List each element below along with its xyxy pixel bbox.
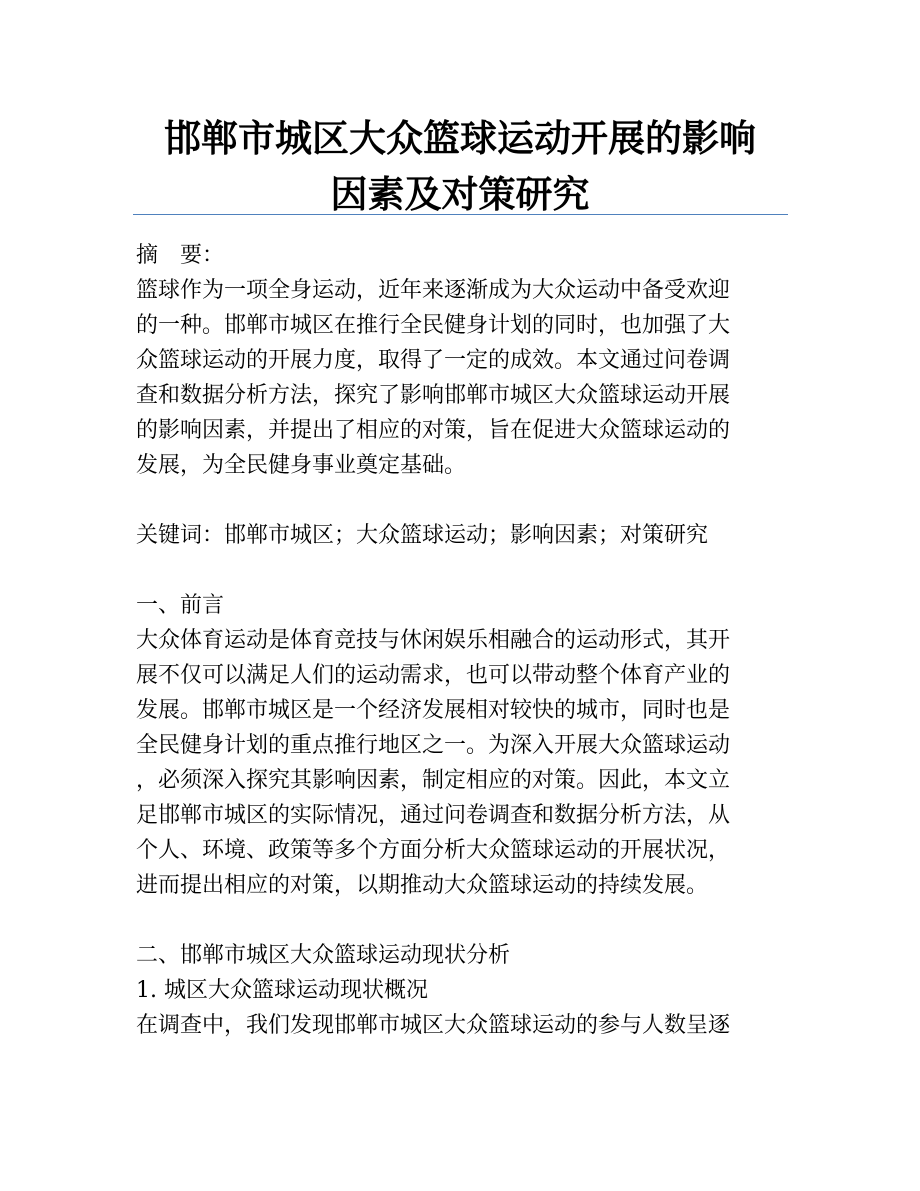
document-title [130, 110, 790, 222]
abstract-line: 篮球作为一项全身运动，近年来逐渐成为大众运动中备受欢迎 [136, 278, 731, 303]
abstract-line: 发展，为全民健身事业奠定基础。 [136, 453, 467, 478]
title-line-2: 因素及对策研究 [330, 172, 590, 216]
introduction-line: 全民健身计划的重点推行地区之一。为深入开展大众篮球运动 [136, 733, 731, 758]
introduction-line: 进而提出相应的对策，以期推动大众篮球运动的持续发展。 [136, 873, 709, 898]
abstract-line: 众篮球运动的开展力度，取得了一定的成效。本文通过问卷调 [136, 348, 731, 373]
introduction-line: 展不仅可以满足人们的运动需求，也可以带动整个体育产业的 [136, 663, 731, 688]
keywords: 关键词：邯郸市城区；大众篮球运动；影响因素；对策研究 [136, 523, 709, 548]
title-line-1: 邯郸市城区大众篮球运动开展的影响 [164, 116, 756, 160]
spacer [136, 553, 788, 588]
section-heading-status-analysis: 二、邯郸市城区大众篮球运动现状分析 [136, 943, 511, 968]
document-body [136, 238, 788, 1043]
status-paragraph [136, 1008, 788, 1043]
abstract-line: 的影响因素，并提出了相应的对策，旨在促进大众篮球运动的 [136, 418, 731, 443]
introduction-line: ，必须深入探究其影响因素，制定相应的对策。因此，本文立 [136, 768, 731, 793]
introduction-line: 大众体育运动是体育竞技与休闲娱乐相融合的运动形式，其开 [136, 628, 731, 653]
introduction-line: 足邯郸市城区的实际情况，通过问卷调查和数据分析方法，从 [136, 803, 731, 828]
abstract-paragraph [136, 273, 788, 483]
spacer [136, 483, 788, 518]
introduction-line: 个人、环境、政策等多个方面分析大众篮球运动的开展状况， [136, 838, 731, 863]
abstract-label: 摘 要： [136, 243, 225, 268]
introduction-paragraph [136, 623, 788, 903]
title-divider [133, 214, 788, 215]
introduction-line: 发展。邯郸市城区是一个经济发展相对较快的城市，同时也是 [136, 698, 731, 723]
abstract-line: 查和数据分析方法，探究了影响邯郸市城区大众篮球运动开展 [136, 383, 731, 408]
subsection-heading: 1. 城区大众篮球运动现状概况 [136, 978, 428, 1003]
section-heading-introduction: 一、前言 [136, 593, 225, 618]
status-line: 在调查中，我们发现邯郸市城区大众篮球运动的参与人数呈逐 [136, 1013, 731, 1038]
abstract-line: 的一种。邯郸市城区在推行全民健身计划的同时，也加强了大 [136, 313, 731, 338]
spacer [136, 903, 788, 938]
